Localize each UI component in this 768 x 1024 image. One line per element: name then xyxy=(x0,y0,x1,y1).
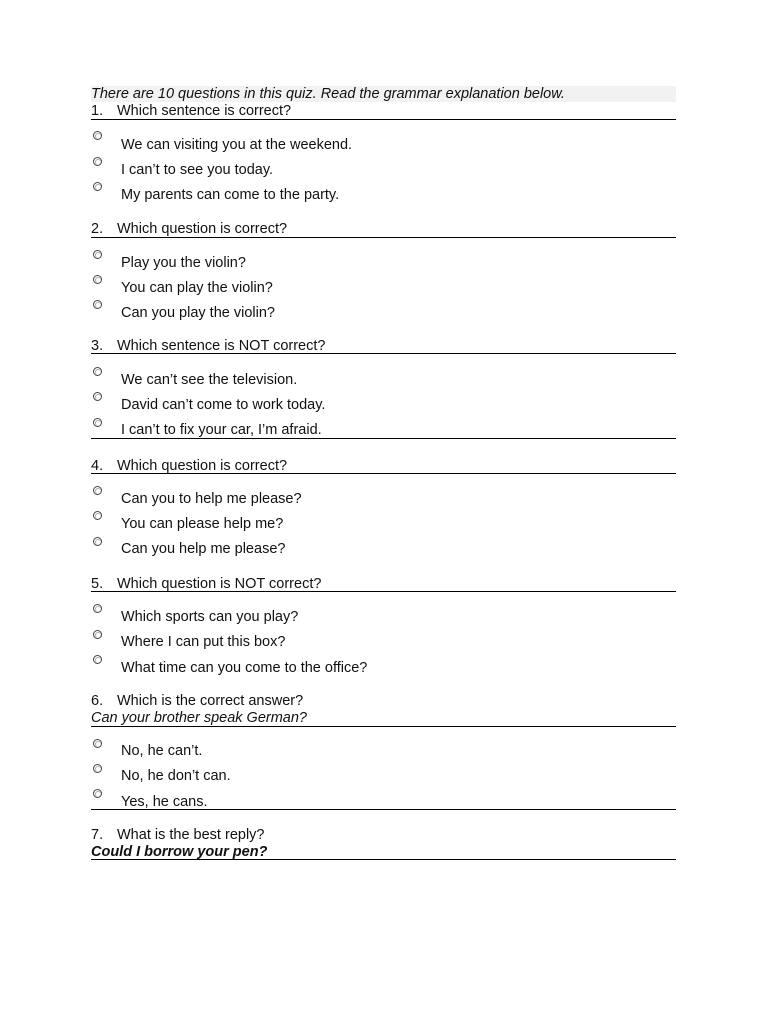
question-7-context: Could I borrow your pen? xyxy=(91,844,268,860)
option-6a-label[interactable]: No, he can’t. xyxy=(121,743,203,759)
option-3c-label[interactable]: I can’t to fix your car, I’m afraid. xyxy=(121,422,322,438)
option-5c-label[interactable]: What time can you come to the office? xyxy=(121,660,368,676)
radio-option-6c[interactable] xyxy=(93,789,102,798)
question-6-context: Can your brother speak German? xyxy=(91,710,307,726)
option-3a-label[interactable]: We can’t see the television. xyxy=(121,372,298,388)
question-prompt: Which question is correct? xyxy=(117,458,288,474)
option-2b-label[interactable]: You can play the violin? xyxy=(121,280,273,296)
question-prompt: Which sentence is correct? xyxy=(117,103,292,119)
question-number: 5. xyxy=(91,576,104,592)
question-divider xyxy=(91,353,676,354)
option-6b-label[interactable]: No, he don’t can. xyxy=(121,768,231,784)
option-1c-label[interactable]: My parents can come to the party. xyxy=(121,187,340,203)
option-6c-label[interactable]: Yes, he cans. xyxy=(121,794,208,810)
question-3-heading xyxy=(91,338,325,354)
question-prompt: Which question is correct? xyxy=(117,221,288,237)
question-2-heading xyxy=(91,221,287,237)
question-number: 1. xyxy=(91,103,104,119)
radio-option-3b[interactable] xyxy=(93,392,102,401)
option-2c-label[interactable]: Can you play the violin? xyxy=(121,305,275,321)
question-prompt: Which is the correct answer? xyxy=(117,693,304,709)
radio-option-1b[interactable] xyxy=(93,157,102,166)
question-divider xyxy=(91,591,676,592)
radio-option-5a[interactable] xyxy=(93,604,102,613)
option-1b-label[interactable]: I can’t to see you today. xyxy=(121,162,274,178)
question-prompt: Which sentence is NOT correct? xyxy=(117,338,326,354)
option-5a-label[interactable]: Which sports can you play? xyxy=(121,609,299,625)
question-divider xyxy=(91,237,676,238)
question-prompt: Which question is NOT correct? xyxy=(117,576,322,592)
question-number: 6. xyxy=(91,693,104,709)
radio-option-4b[interactable] xyxy=(93,511,102,520)
question-5-heading xyxy=(91,576,321,592)
radio-option-5c[interactable] xyxy=(93,655,102,664)
option-2a-label[interactable]: Play you the violin? xyxy=(121,255,246,271)
question-number: 2. xyxy=(91,221,104,237)
option-4c-label[interactable]: Can you help me please? xyxy=(121,541,286,557)
option-4b-label[interactable]: You can please help me? xyxy=(121,516,284,532)
radio-option-2c[interactable] xyxy=(93,300,102,309)
question-number: 4. xyxy=(91,458,104,474)
question-divider xyxy=(91,726,676,727)
option-1a-label[interactable]: We can visiting you at the weekend. xyxy=(121,137,353,153)
radio-option-4c[interactable] xyxy=(93,537,102,546)
radio-option-5b[interactable] xyxy=(93,630,102,639)
option-3b-label[interactable]: David can’t come to work today. xyxy=(121,397,326,413)
radio-option-4a[interactable] xyxy=(93,486,102,495)
question-prompt: What is the best reply? xyxy=(117,827,265,843)
option-4a-label[interactable]: Can you to help me please? xyxy=(121,491,302,507)
radio-option-3c[interactable] xyxy=(93,418,102,427)
radio-option-3a[interactable] xyxy=(93,367,102,376)
question-number: 7. xyxy=(91,827,104,843)
radio-option-6b[interactable] xyxy=(93,764,102,773)
radio-option-2a[interactable] xyxy=(93,250,102,259)
question-6-heading xyxy=(91,693,303,709)
radio-option-6a[interactable] xyxy=(93,739,102,748)
question-number: 3. xyxy=(91,338,104,354)
question-7-heading xyxy=(91,827,265,843)
radio-option-2b[interactable] xyxy=(93,275,102,284)
question-divider xyxy=(91,809,676,810)
quiz-intro: There are 10 questions in this quiz. Read the grammar explanation below. xyxy=(91,86,676,102)
question-divider xyxy=(91,438,676,439)
question-divider xyxy=(91,859,676,860)
radio-option-1c[interactable] xyxy=(93,182,102,191)
question-divider xyxy=(91,473,676,474)
question-1-heading xyxy=(91,103,291,119)
question-divider xyxy=(91,119,676,120)
question-4-heading xyxy=(91,458,287,474)
option-5b-label[interactable]: Where I can put this box? xyxy=(121,634,286,650)
radio-option-1a[interactable] xyxy=(93,131,102,140)
